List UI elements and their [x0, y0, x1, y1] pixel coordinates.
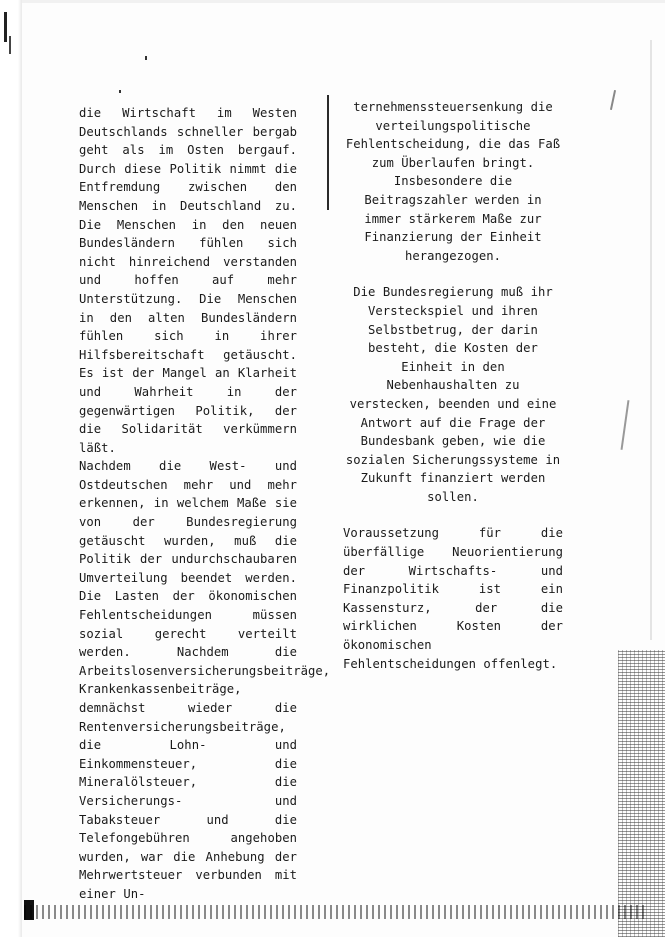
scan-speck	[145, 56, 147, 60]
scan-left-margin	[0, 0, 22, 937]
scan-noise-right	[618, 650, 665, 937]
left-column	[79, 104, 331, 904]
paragraph-gap	[343, 265, 563, 283]
scan-speck	[119, 90, 121, 93]
right-column	[343, 98, 563, 673]
column-divider	[327, 95, 329, 210]
scan-top-edge	[22, 0, 665, 3]
paragraph: Die Bundesregierung muß ihr Versteckspiel und ihren Selbstbetrug, der darin besteht, die Kosten der Einheit in den Nebenhaushalten zu verstecken, beenden und eine Antwort auf die Frage der Bundesbank geben, wie die sozialen Sicherungssysteme in Zukunft finanziert werden sollen.	[345, 285, 561, 504]
paragraph-gap	[343, 506, 563, 524]
paragraph: Voraussetzung für die überfällige Neuorientierung der Wirtschafts- und Finanzpolitik ist ein Kassensturz, der die wirklichen Kosten der ökonomischen Fehlentscheidungen offenlegt.	[343, 526, 563, 671]
scan-right-edge	[650, 40, 652, 640]
paragraph: die Wirtschaft im Westen Deutschlands schneller bergab geht als im Osten bergauf. Durch diese Politik nimmt die Entfremdung zwischen den Menschen in Deutschland zu. Die Menschen in den neuen Bundesländern fühlen sich nicht hinreichend verstanden und hoffen auf mehr Unterstützung. Die Menschen in den alten Bundesländern fühlen sich in ihrer Hilfsbereitschaft getäuscht. Es ist der Mangel an Klarheit und Wahrheit in der gegenwärtigen Politik, der die Solidarität verkümmern läßt.	[79, 106, 297, 455]
paragraph: ternehmenssteuersenkung die verteilungspolitische Fehlentscheidung, die das Faß zum Überlaufen bringt. Insbesondere die Beitragszahler werden in immer stärkerem Maße zur Finanzierung der Einheit herangezogen.	[345, 100, 561, 263]
scan-noise-bottom	[24, 905, 644, 919]
scan-speck	[621, 400, 630, 450]
paragraph: Nachdem die West- und Ostdeutschen mehr und mehr erkennen, in welchem Maße sie von der Bundesregierung getäuscht wurden, muß die Politik der undurchschaubaren Umverteilung beendet werden. Die Lasten der ökonomischen Fehlentscheidungen müssen sozial gerecht verteilt werden. Nachdem die Arbeitslosenversicherungsbeiträge, Krankenkassenbeiträge, demnächst wieder die Rentenversicherungsbeiträge, die Lohn- und Einkommensteuer, die Mineralölsteuer, die Versicherungs- und Tabaksteuer und die Telefongebühren angehoben wurden, war die Anhebung der Mehrwertsteuer verbunden mit einer Un-	[79, 459, 331, 901]
scan-mark	[4, 12, 7, 42]
scan-speck	[610, 90, 616, 110]
scan-mark	[9, 36, 11, 54]
